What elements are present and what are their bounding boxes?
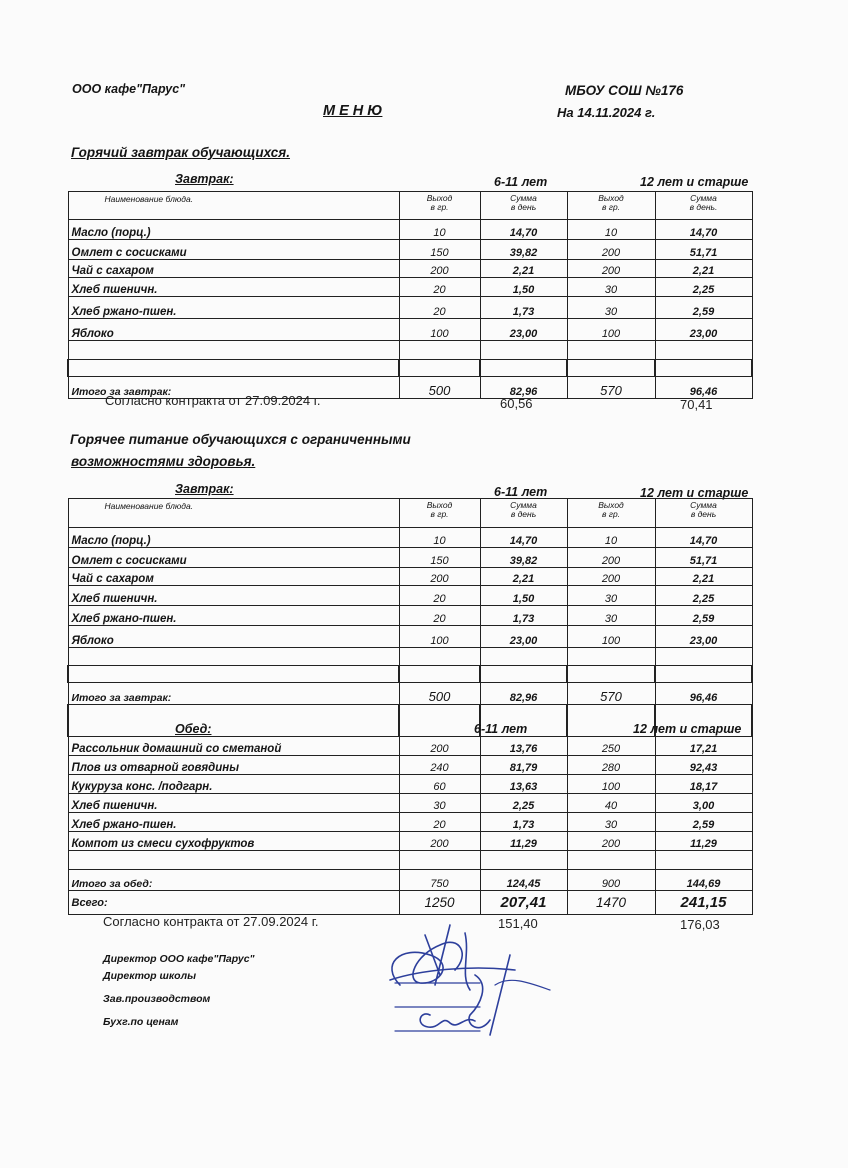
signature-label-accountant: Бухг.по ценам [103,1016,179,1028]
sum-6-11: 13,63 [480,775,567,794]
dish-name: Хлеб пшеничн. [68,586,399,606]
section2-title-line1: Горячее питание обучающихся с ограниченными [70,432,411,447]
lunch-age-2-cell [633,705,752,737]
total-sum-12plus: 96,46 [655,377,752,399]
gap-cell [399,360,480,377]
output-12plus: 30 [567,297,655,319]
output-12plus: 250 [567,737,655,756]
table-row [68,240,752,260]
column-header-output-text: Выход в гр. [598,193,624,212]
table-row [68,568,752,586]
dish-name: Кукуруза конс. /подгарн. [68,775,399,794]
section2-title-line2: возможностями здоровья. [71,454,256,469]
output-12plus: 200 [567,260,655,278]
lunch-header-row [68,705,752,737]
output-6-11: 20 [399,813,480,832]
dish-name: Рассольник домашний со сметаной [68,737,399,756]
empty-row [68,851,752,870]
lunch-total-label: Итого за обед: [68,870,399,891]
sum-12plus: 2,21 [655,260,752,278]
total-output-12plus: 570 [567,377,655,399]
section1-meal-label: Завтрак: [175,172,234,186]
total-sum-12plus: 96,46 [655,683,752,705]
gap-cell [399,666,480,683]
sum-6-11: 2,25 [480,794,567,813]
total-label: Итого за завтрак: [68,377,399,399]
column-header-sum [655,192,752,220]
dish-name: Яблоко [68,319,399,341]
table-row [68,794,752,813]
column-header-output-text: Выход в гр. [426,193,453,212]
output-6-11: 200 [399,737,480,756]
output-12plus: 10 [567,220,655,240]
breakfast-table [67,191,753,399]
grand-sum-6-11: 207,41 [480,891,567,915]
table-row [68,297,752,319]
total-sum-12plus: 144,69 [655,870,752,891]
sum-12plus: 14,70 [655,528,752,548]
empty-cell [399,851,480,870]
empty-cell [480,851,567,870]
total-sum-6-11: 82,96 [480,377,567,399]
sum-12plus: 17,21 [655,737,752,756]
contract-value-12plus: 70,41 [680,397,713,412]
sum-6-11: 1,73 [480,297,567,319]
gap-row [68,360,752,377]
sum-6-11: 39,82 [480,548,567,568]
empty-cell [480,648,567,666]
table-row [68,832,752,851]
table-row [68,220,752,240]
ovz-table [67,498,753,915]
empty-cell [399,341,480,360]
total-sum-6-11: 82,96 [480,683,567,705]
output-12plus: 30 [567,278,655,297]
output-6-11: 20 [399,586,480,606]
gap-cell [567,360,655,377]
empty-cell [399,648,480,666]
output-6-11: 20 [399,278,480,297]
output-12plus: 30 [567,586,655,606]
dish-name: Чай с сахаром [68,568,399,586]
sum-12plus: 18,17 [655,775,752,794]
column-header-name: Наименование блюда. [68,499,399,528]
dish-name: Хлеб ржано-пшен. [68,813,399,832]
total-output-6-11: 500 [399,377,480,399]
output-6-11: 200 [399,260,480,278]
table-header-row [68,499,752,528]
column-header-output-text: Выход в гр. [426,500,453,519]
sum-6-11: 81,79 [480,756,567,775]
contract-value-6-11: 151,40 [498,916,538,931]
sum-6-11: 14,70 [480,528,567,548]
sum-6-11: 1,50 [480,278,567,297]
output-12plus: 10 [567,528,655,548]
output-12plus: 200 [567,548,655,568]
output-12plus: 200 [567,240,655,260]
lunch-age-2: 12 лет и старше [633,722,742,736]
dish-name: Масло (порц.) [68,220,399,240]
empty-row [68,648,752,666]
total-row [68,870,752,891]
empty-cell [655,851,752,870]
section2-meal-label: Завтрак: [175,482,234,496]
sum-12plus: 2,21 [655,568,752,586]
gap-cell [567,666,655,683]
page-title: М Е Н Ю [323,103,383,119]
sum-12plus: 2,59 [655,606,752,626]
column-header-output [567,499,655,528]
table-header-row [68,192,752,220]
dish-name: Компот из смеси сухофруктов [68,832,399,851]
output-12plus: 200 [567,568,655,586]
dish-name: Плов из отварной говядины [68,756,399,775]
table-row [68,528,752,548]
column-header-output [399,192,480,220]
sum-12plus: 2,25 [655,586,752,606]
dish-name: Хлеб пшеничн. [68,794,399,813]
sum-12plus: 23,00 [655,626,752,648]
contract-note: Согласно контракта от 27.09.2024 г. [105,393,321,408]
output-6-11: 20 [399,297,480,319]
output-12plus: 100 [567,319,655,341]
table-row [68,548,752,568]
output-12plus: 200 [567,832,655,851]
output-6-11: 100 [399,319,480,341]
sum-12plus: 23,00 [655,319,752,341]
empty-cell [480,341,567,360]
empty-cell [567,851,655,870]
section2-age-1: 6-11 лет [494,485,548,499]
output-6-11: 30 [399,794,480,813]
output-6-11: 200 [399,568,480,586]
sum-12plus: 51,71 [655,548,752,568]
sum-6-11: 1,73 [480,606,567,626]
gap-cell [655,666,752,683]
total-output-6-11: 500 [399,683,480,705]
sum-6-11: 1,73 [480,813,567,832]
column-header-sum-text: Сумма в день [510,193,537,212]
grand-sum-12plus: 241,15 [655,891,752,915]
column-header-sum [480,192,567,220]
sum-6-11: 1,50 [480,586,567,606]
output-12plus: 30 [567,606,655,626]
column-header-output [567,192,655,220]
contract-value-12plus: 176,03 [680,917,720,932]
contract-note: Согласно контракта от 27.09.2024 г. [103,914,319,929]
dish-name: Хлеб ржано-пшен. [68,606,399,626]
table-row [68,319,752,341]
grand-output-6-11: 1250 [399,891,480,915]
signature-label-school-director: Директор школы [103,970,197,982]
table-row [68,606,752,626]
sum-12plus: 2,59 [655,813,752,832]
empty-row [68,341,752,360]
output-6-11: 20 [399,606,480,626]
lunch-label-cell [68,705,399,737]
output-6-11: 150 [399,548,480,568]
output-12plus: 40 [567,794,655,813]
gap-cell [480,666,567,683]
total-sum-6-11: 124,45 [480,870,567,891]
output-6-11: 150 [399,240,480,260]
column-header-sum [480,499,567,528]
sum-12plus: 51,71 [655,240,752,260]
output-12plus: 100 [567,775,655,794]
total-output-12plus: 900 [567,870,655,891]
signature-label-production-head: Зав.производством [103,993,211,1005]
table-row [68,278,752,297]
gap-cell [480,360,567,377]
column-header-name: Наименование блюда. [68,192,399,220]
lunch-age-1: 6-11 лет [474,722,528,736]
section1-age-1: 6-11 лет [494,175,548,189]
column-header-output [399,499,480,528]
dish-name: Масло (порц.) [68,528,399,548]
handwritten-signature [370,915,570,1045]
total-output-12plus: 570 [567,683,655,705]
sum-6-11: 2,21 [480,260,567,278]
column-header-output-text: Выход в гр. [598,500,624,519]
section1-age-2: 12 лет и старше [640,175,749,189]
table-row [68,626,752,648]
sum-6-11: 11,29 [480,832,567,851]
column-header-sum [655,499,752,528]
total-row [68,683,752,705]
output-6-11: 100 [399,626,480,648]
school-name: МБОУ СОШ №176 [565,83,684,98]
column-header-sum-text: Сумма в день. [689,193,718,212]
sum-6-11: 2,21 [480,568,567,586]
column-header-sum-text: Сумма в день [690,500,717,519]
grand-output-12plus: 1470 [567,891,655,915]
sum-12plus: 3,00 [655,794,752,813]
output-6-11: 240 [399,756,480,775]
dish-name: Омлет с сосисками [68,240,399,260]
grand-total-row [68,891,752,915]
section2-age-2: 12 лет и старше [640,486,749,500]
gap-cell [68,360,399,377]
gap-cell [655,360,752,377]
contract-value-6-11: 60,56 [500,396,533,411]
dish-name: Хлеб ржано-пшен. [68,297,399,319]
sum-12plus: 11,29 [655,832,752,851]
output-6-11: 10 [399,528,480,548]
table-row [68,260,752,278]
gap-cell [68,666,399,683]
dish-name: Омлет с сосисками [68,548,399,568]
table-row [68,775,752,794]
output-6-11: 60 [399,775,480,794]
empty-cell [68,851,399,870]
sum-12plus: 14,70 [655,220,752,240]
empty-cell [68,341,399,360]
output-6-11: 200 [399,832,480,851]
total-label: Итого за завтрак: [68,683,399,705]
sum-6-11: 14,70 [480,220,567,240]
section1-title: Горячий завтрак обучающихся. [71,145,290,160]
table-row [68,813,752,832]
output-12plus: 280 [567,756,655,775]
gap-row [68,666,752,683]
sum-6-11: 39,82 [480,240,567,260]
lunch-age-1-cell [474,705,567,737]
table-row [68,737,752,756]
column-header-sum-text: Сумма в день [510,500,537,519]
sum-6-11: 13,76 [480,737,567,756]
table-row [68,756,752,775]
empty-cell [655,341,752,360]
empty-cell [68,648,399,666]
lunch-label: Обед: [175,722,212,736]
sum-12plus: 92,43 [655,756,752,775]
empty-cell [567,648,655,666]
total-output-6-11: 750 [399,870,480,891]
table-row [68,586,752,606]
output-6-11: 10 [399,220,480,240]
org-name: ООО кафе"Парус" [72,82,186,96]
dish-name: Чай с сахаром [68,260,399,278]
output-12plus: 30 [567,813,655,832]
empty-cell [567,341,655,360]
menu-date: На 14.11.2024 г. [557,105,656,120]
output-12plus: 100 [567,626,655,648]
sum-12plus: 2,25 [655,278,752,297]
gap-cell [399,705,480,737]
empty-cell [655,648,752,666]
grand-total-label: Всего: [68,891,399,915]
dish-name: Хлеб пшеничн. [68,278,399,297]
signature-label-cafe-director: Директор ООО кафе"Парус" [103,953,255,965]
sum-6-11: 23,00 [480,626,567,648]
dish-name: Яблоко [68,626,399,648]
sum-12plus: 2,59 [655,297,752,319]
sum-6-11: 23,00 [480,319,567,341]
